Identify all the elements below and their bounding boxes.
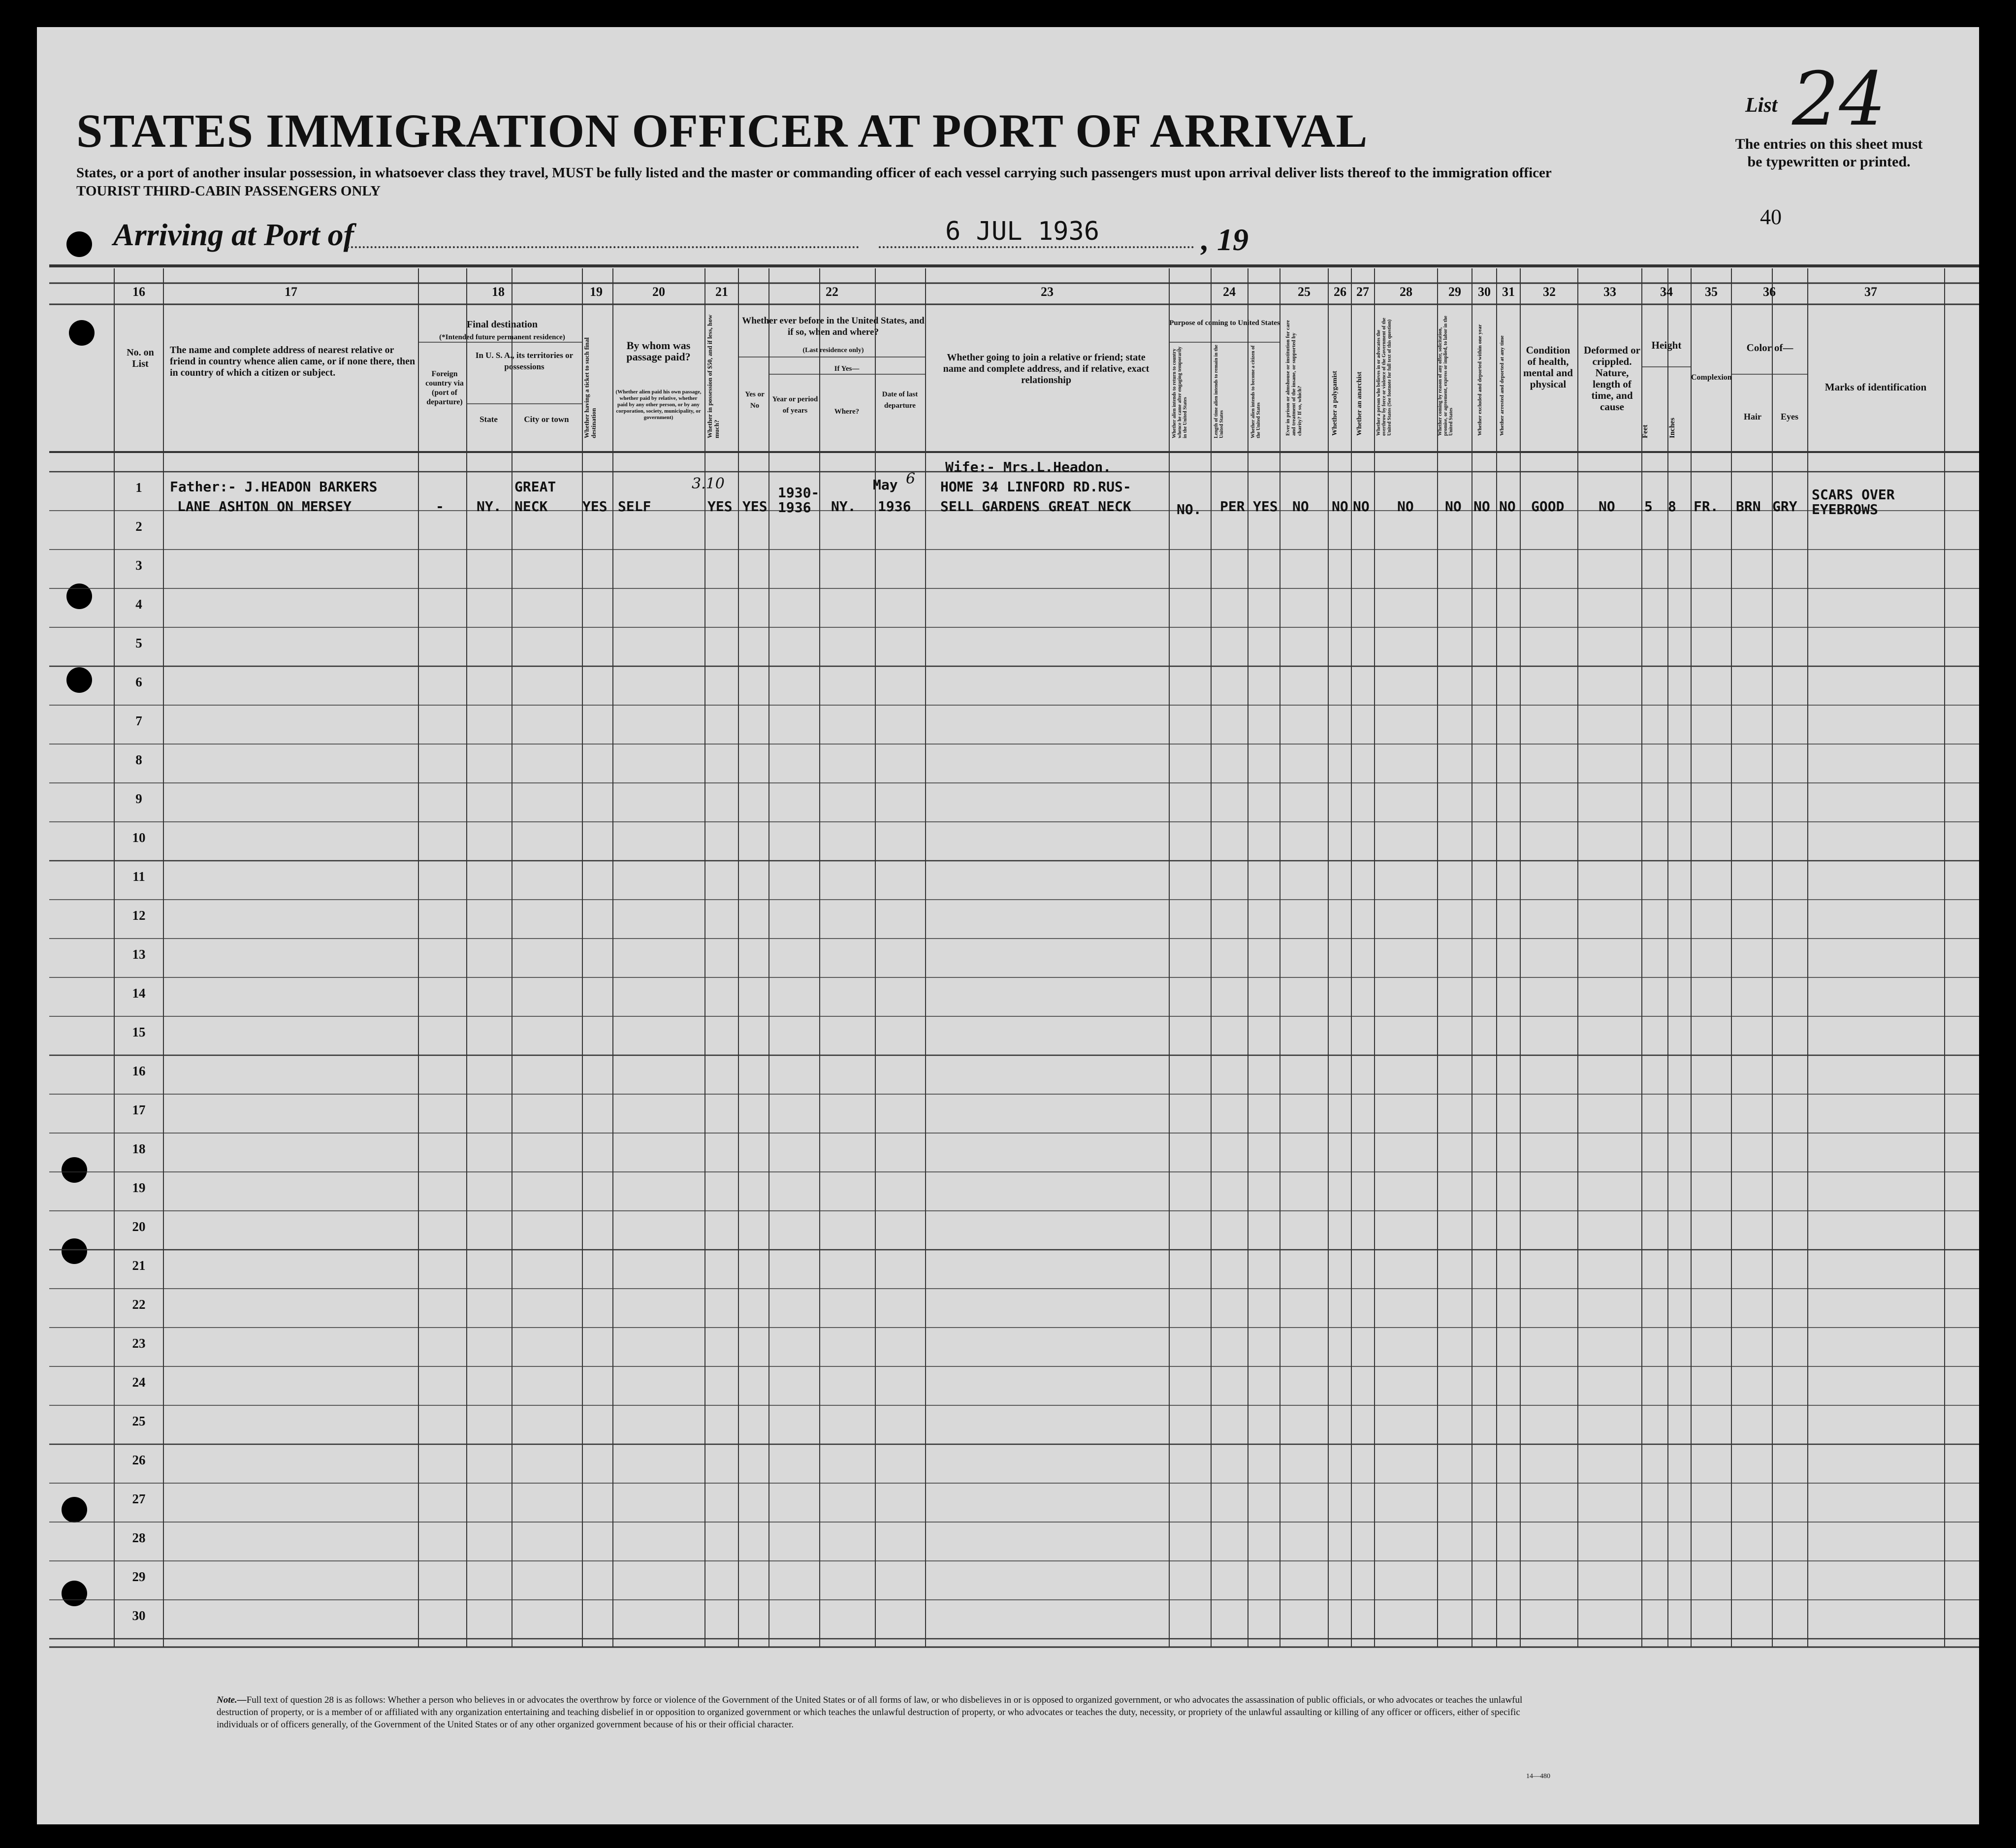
col34-feet: Feet <box>1641 424 1649 438</box>
column-number: 36 <box>1763 285 1776 299</box>
prison: NO <box>1292 498 1309 515</box>
column-number: 23 <box>1041 285 1054 299</box>
anarchist: NO <box>1353 498 1370 515</box>
height-feet: 5 <box>1644 498 1653 515</box>
col18-city: City or town <box>524 415 569 424</box>
col16-header: No. on List <box>127 347 154 369</box>
col25-header: Ever in prison or almshouse or institution for care and treatment of the insane, or supported by charity? If so, which? <box>1285 320 1303 436</box>
dest-city-2: NECK <box>514 498 548 515</box>
marks-1: SCARS OVER <box>1812 486 1895 503</box>
dest-city-1: GREAT <box>514 479 556 495</box>
row-number: 21 <box>132 1258 146 1273</box>
date-handwritten: 6 <box>906 470 916 487</box>
relative-line1: Father:- J.HEADON BARKERS <box>170 479 378 495</box>
height-inches: 8 <box>1668 498 1676 515</box>
where: NY. <box>831 498 856 515</box>
arriving-label: Arriving at Port of <box>113 217 354 252</box>
column-number: 32 <box>1543 285 1556 299</box>
col20-title: By whom was passage paid? <box>626 339 691 363</box>
column-number: 34 <box>1660 285 1673 299</box>
row-number: 15 <box>132 1025 146 1039</box>
row-number: 24 <box>132 1375 146 1390</box>
years-2: 1936 <box>778 499 811 516</box>
join-line2: HOME 34 LINFORD RD.RUS- <box>940 479 1131 495</box>
col31-header: Whether arrested and deported at any time <box>1499 335 1505 436</box>
column-number: 24 <box>1223 285 1236 299</box>
typewritten-note-2: be typewritten or printed. <box>1747 154 1911 170</box>
money: YES <box>707 498 733 515</box>
form-title: STATES IMMIGRATION OFFICER AT PORT OF ARRIVAL <box>76 104 1368 157</box>
row-number: 30 <box>132 1608 146 1623</box>
col18-usa: In U. S. A., its territories or possessions <box>475 351 574 371</box>
column-number: 29 <box>1448 285 1461 299</box>
footnote-label: Note.— <box>217 1695 247 1705</box>
purpose-citizen: YES <box>1253 498 1278 515</box>
row-number: 19 <box>132 1180 146 1195</box>
row-number: 18 <box>132 1141 146 1156</box>
excluded: NO <box>1473 498 1490 515</box>
row-number: 27 <box>132 1491 146 1506</box>
dest-state: NY. <box>477 498 502 515</box>
complexion: FR. <box>1694 498 1719 515</box>
row-number: 28 <box>132 1530 146 1545</box>
row-number: 22 <box>132 1297 146 1312</box>
column-number: 28 <box>1400 285 1412 299</box>
col27-header: Whether an anarchist <box>1356 371 1363 436</box>
row-number: 7 <box>135 713 142 728</box>
column-number: 31 <box>1502 285 1515 299</box>
eye-color: GRY <box>1772 498 1797 515</box>
row-number: 1 <box>135 480 142 495</box>
join-line1: Wife:- Mrs.L.Headon. <box>945 459 1112 475</box>
column-number: 21 <box>715 285 728 299</box>
col18-title: Final destination <box>467 319 538 330</box>
row-number: 10 <box>132 830 146 845</box>
labor-offer: NO <box>1445 498 1462 515</box>
col21-header: Whether in possession of $50, and if less, how much? <box>706 314 720 438</box>
column-number: 30 <box>1478 285 1491 299</box>
row-number: 14 <box>132 986 146 1001</box>
col34-title: Height <box>1651 339 1682 351</box>
date-stamp: 6 JUL 1936 <box>945 217 1100 246</box>
row-number: 11 <box>132 869 145 884</box>
column-number: 37 <box>1864 285 1877 299</box>
column-number: 16 <box>132 285 145 299</box>
footnote <box>217 1694 1556 1731</box>
col22-where: Where? <box>834 408 860 416</box>
row-number: 20 <box>132 1219 146 1234</box>
row-number: 4 <box>135 597 142 612</box>
marks-2: EYEBROWS <box>1812 501 1878 518</box>
form-instructions: States, or a port of another insular possession, in whatsoever class they travel, MUST be fully listed and the master or commanding officer of each vessel carrying such passengers must upon arrival deliver lists thereof to the immigration officer <box>76 165 1552 181</box>
row-number: 25 <box>132 1414 146 1428</box>
col35-header: Complexion <box>1691 373 1732 382</box>
row-number: 17 <box>132 1102 146 1117</box>
row-number: 16 <box>132 1064 146 1078</box>
row-number: 29 <box>132 1569 146 1584</box>
col20-sub: (Whether alien paid his own passage, whether paid by relative, whether paid by any other person, or by any corporation, society, municipality, or government) <box>615 389 702 421</box>
row-number: 8 <box>135 752 142 767</box>
purpose-return: NO. <box>1177 501 1202 518</box>
ticket: YES <box>582 498 608 515</box>
date-1: May <box>873 477 898 493</box>
col22-ifyes: If Yes— <box>834 365 860 373</box>
column-number: 17 <box>285 285 297 299</box>
money-handwritten: 3.10 <box>692 475 725 492</box>
column-number: 27 <box>1356 285 1369 299</box>
col23-header: Whether going to join a relative or friend; state name and complete address, and if relative, exact relationship <box>943 352 1150 386</box>
row-number: 2 <box>135 519 142 534</box>
col24-c: Whether alien intends to become a citizen of the United States <box>1250 345 1261 438</box>
column-number: 18 <box>492 285 505 299</box>
col18-sub: (*Intended future permanent residence) <box>439 333 565 341</box>
column-number: 25 <box>1298 285 1311 299</box>
page-code: 40 <box>1760 205 1782 229</box>
col18-state: State <box>480 415 498 424</box>
column-number: 33 <box>1603 285 1616 299</box>
paid-by: SELF <box>618 498 651 515</box>
form-number: 14—480 <box>1526 1773 1550 1780</box>
col24-b: Length of time alien intends to remain in the United States <box>1214 345 1224 438</box>
col22-sub: (Last residence only) <box>802 347 864 354</box>
column-number: 26 <box>1334 285 1346 299</box>
col26-header: Whether a polygamist <box>1331 371 1339 436</box>
deformed: NO <box>1599 498 1615 515</box>
list-label: List <box>1745 94 1778 117</box>
purpose-length: PER <box>1220 498 1245 515</box>
column-number: 22 <box>826 285 838 299</box>
polygamist: NO <box>1332 498 1348 515</box>
foreign-country: - <box>436 498 444 515</box>
date-2: 1936 <box>878 498 911 515</box>
row-number: 9 <box>135 791 142 806</box>
col37-header: Marks of identification <box>1824 381 1927 393</box>
typewritten-note-1: The entries on this sheet must <box>1735 136 1923 152</box>
column-number: 20 <box>652 285 665 299</box>
hair-color: BRN <box>1736 498 1761 515</box>
col24-title: Purpose of coming to United States <box>1169 319 1280 327</box>
year-prefix: , 19 <box>1201 222 1248 257</box>
relative-line2: LANE ASHTON ON MERSEY <box>177 498 352 515</box>
col33-header: Deformed or crippled. Nature, length of time, and cause <box>1584 344 1640 413</box>
row-number: 26 <box>132 1453 146 1467</box>
col22-date: Date of last departure <box>882 390 918 410</box>
row-number: 12 <box>132 908 146 923</box>
col24-a: Whether alien intends to return to country whence he came after engaging temporarily in the United States <box>1172 346 1188 438</box>
row-number: 5 <box>135 636 142 650</box>
column-number: 35 <box>1705 285 1718 299</box>
col36-hair: Hair <box>1744 412 1761 421</box>
col22-year: Year or period of years <box>772 395 818 415</box>
row-number: 3 <box>135 558 142 573</box>
col30-header: Whether excluded and deported within one year <box>1477 324 1483 436</box>
col32-header: Condition of health, mental and physical <box>1523 344 1573 390</box>
col34-inches: Inches <box>1668 418 1676 438</box>
col29-header: Whether coming by reason of any offer, solicitation, promise, or agreement, express or implied, to labor in the United States <box>1438 316 1454 436</box>
column-number: 19 <box>590 285 603 299</box>
health: GOOD <box>1531 498 1565 515</box>
years-1: 1930- <box>778 485 820 501</box>
overthrow: NO <box>1397 498 1414 515</box>
col17-header: The name and complete address of nearest relative or friend in country whence alien came, or if none there, then in country of which a citizen or subject. <box>170 345 416 378</box>
col22-yesno: Yes or No <box>745 390 765 410</box>
deported: NO <box>1499 498 1516 515</box>
col18-foreign: Foreign country via (port of departure) <box>425 370 464 406</box>
join-line3: SELL GARDENS GREAT NECK <box>940 498 1131 515</box>
row-number: 6 <box>135 675 142 689</box>
list-number: 24 <box>1792 57 1886 142</box>
passenger-class: TOURIST THIRD-CABIN PASSENGERS ONLY <box>76 183 381 199</box>
col28-header: Whether a person who believes in or advocates the overthrow by force or violence of the Government of the United States (See footnote for full text of this question) <box>1376 318 1392 436</box>
col22-title: Whether ever before in the United States, and if so, when and where? <box>742 316 925 337</box>
footnote-text: Full text of question 28 is as follows: Whether a person who believes in or advocates the overthrow by force or violence of the Government of the United States or of all forms of law, or who disbelieves in or is opposed to organized government, or who advocates the assassination of public officials, or who advocates or teaches the unlawful destruction of property, or is a member of or affiliated with any organization entertaining and teaching disbelief in or opposition to organized government or which teaches the unlawful destruction of property, or who advocates or teaches the duty, necessity, or propriety of the unlawful assaulting or killing of any officer or officers, either of specific individuals or of officers generally, of the Government of the United States or of any other organized government because of his or their official character. <box>217 1695 1523 1730</box>
col36-eyes: Eyes <box>1781 412 1798 421</box>
col19-header: Whether having a ticket to such final destination <box>583 337 597 438</box>
ever-before: YES <box>742 498 768 515</box>
row-number: 13 <box>132 947 146 962</box>
col36-title: Color of— <box>1746 342 1793 354</box>
row-number: 23 <box>132 1336 146 1351</box>
